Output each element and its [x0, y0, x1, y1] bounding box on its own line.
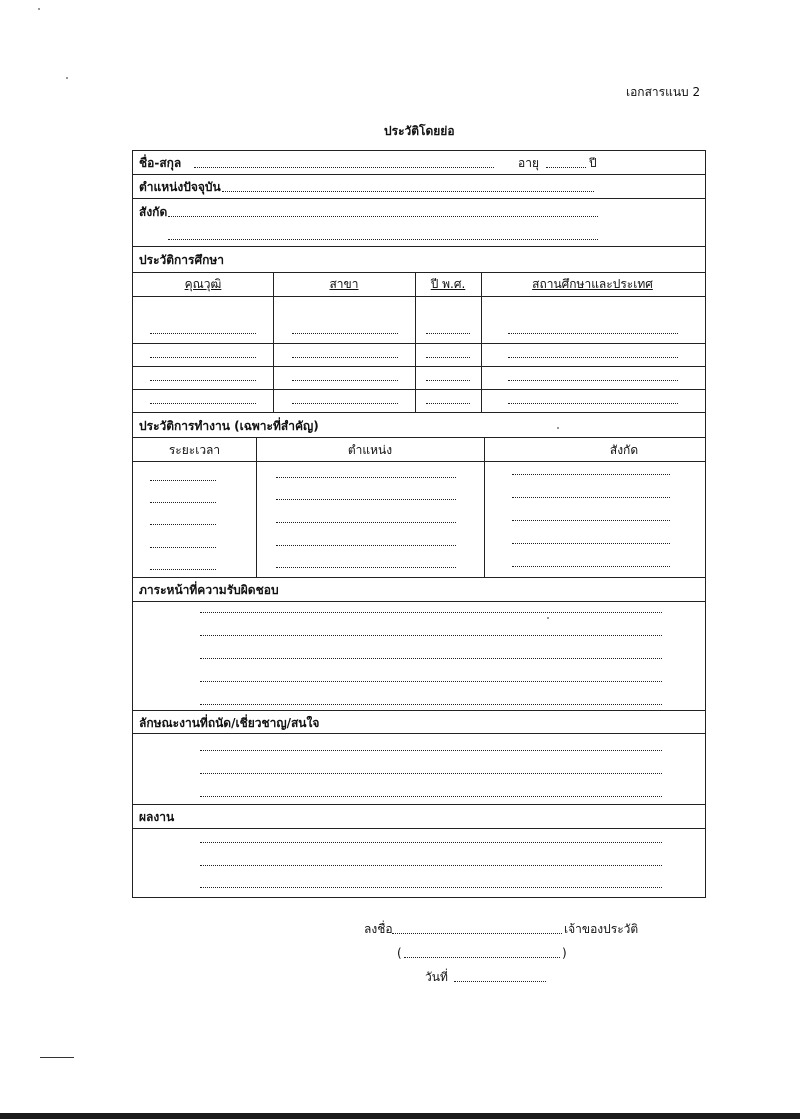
education-field[interactable]	[426, 380, 470, 381]
name-field[interactable]	[194, 167, 494, 168]
work-col-affiliation: สังกัด	[609, 443, 639, 457]
results-field[interactable]	[200, 865, 662, 866]
work-col-position: ตำแหน่ง	[347, 443, 393, 457]
education-field[interactable]	[292, 403, 398, 404]
name-label: ชื่อ-สกุล	[139, 156, 182, 170]
work-field[interactable]	[512, 566, 670, 567]
expertise-field[interactable]	[200, 750, 662, 751]
age-unit-label: ปี	[589, 156, 597, 170]
education-field[interactable]	[292, 380, 398, 381]
work-field[interactable]	[150, 547, 216, 548]
position-field[interactable]	[222, 191, 594, 192]
divider	[133, 246, 705, 247]
work-field[interactable]	[276, 567, 456, 568]
education-heading: ประวัติการศึกษา	[139, 253, 225, 267]
results-field[interactable]	[200, 842, 662, 843]
education-field[interactable]	[150, 357, 256, 358]
position-label: ตำแหน่งปัจจุบัน	[139, 180, 221, 194]
column-line	[481, 272, 482, 412]
scan-speck	[547, 617, 549, 619]
expertise-heading: ลักษณะงานที่ถนัด/เชี่ยวชาญ/สนใจ	[139, 716, 320, 730]
column-line	[273, 272, 274, 412]
education-field[interactable]	[150, 403, 256, 404]
work-heading: ประวัติการทำงาน (เฉพาะที่สำคัญ)	[139, 419, 319, 433]
owner-label: เจ้าของประวัติ	[564, 922, 639, 936]
education-col-year: ปี พ.ศ.	[430, 277, 466, 291]
divider	[133, 804, 705, 805]
work-field[interactable]	[150, 569, 216, 570]
results-heading: ผลงาน	[139, 810, 175, 824]
education-field[interactable]	[426, 357, 470, 358]
age-field[interactable]	[546, 167, 586, 168]
education-field[interactable]	[292, 357, 398, 358]
duties-field[interactable]	[200, 681, 662, 682]
education-field[interactable]	[150, 380, 256, 381]
affiliation-field-2[interactable]	[168, 239, 598, 240]
work-field[interactable]	[512, 497, 670, 498]
paren-open: (	[397, 946, 402, 960]
divider	[133, 710, 705, 711]
education-field[interactable]	[150, 333, 256, 334]
divider	[133, 601, 705, 602]
divider	[133, 366, 705, 367]
education-field[interactable]	[508, 333, 678, 334]
duties-field[interactable]	[200, 612, 662, 613]
divider	[133, 577, 705, 578]
education-col-institution: สถานศึกษาและประเทศ	[532, 277, 653, 291]
signature-label: ลงชื่อ	[364, 922, 393, 936]
divider	[133, 461, 705, 462]
results-field[interactable]	[200, 887, 662, 888]
duties-field[interactable]	[200, 635, 662, 636]
page-title: ประวัติโดยย่อ	[384, 124, 455, 138]
duties-heading: ภาระหน้าที่ความรับผิดชอบ	[139, 583, 279, 597]
education-field[interactable]	[508, 357, 678, 358]
duties-field[interactable]	[200, 658, 662, 659]
column-line	[415, 272, 416, 412]
date-label: วันที่	[425, 970, 448, 984]
scan-speck	[66, 77, 68, 79]
duties-field[interactable]	[200, 704, 662, 705]
expertise-field[interactable]	[200, 773, 662, 774]
education-field[interactable]	[508, 403, 678, 404]
divider	[133, 828, 705, 829]
signature-field[interactable]	[392, 933, 562, 934]
divider	[133, 198, 705, 199]
work-field[interactable]	[276, 477, 456, 478]
education-col-major: สาขา	[329, 277, 359, 291]
scan-mark	[40, 1057, 74, 1058]
work-field[interactable]	[512, 474, 670, 475]
work-field[interactable]	[512, 543, 670, 544]
divider	[133, 272, 705, 273]
divider	[133, 389, 705, 390]
column-line	[256, 437, 257, 577]
date-field[interactable]	[454, 981, 546, 982]
work-field[interactable]	[276, 499, 456, 500]
affiliation-label: สังกัด	[139, 205, 168, 219]
affiliation-field[interactable]	[168, 216, 598, 217]
work-field[interactable]	[512, 520, 670, 521]
divider	[133, 437, 705, 438]
work-col-period: ระยะเวลา	[168, 443, 221, 457]
printed-name-field[interactable]	[404, 957, 560, 958]
scan-speck	[557, 427, 559, 429]
expertise-field[interactable]	[200, 796, 662, 797]
education-field[interactable]	[508, 380, 678, 381]
work-field[interactable]	[150, 480, 216, 481]
divider	[133, 296, 705, 297]
column-line	[484, 437, 485, 577]
work-field[interactable]	[150, 502, 216, 503]
education-col-qualification: คุณวุฒิ	[184, 277, 222, 291]
education-field[interactable]	[292, 333, 398, 334]
scan-speck	[38, 8, 40, 10]
divider	[133, 412, 705, 413]
divider	[133, 174, 705, 175]
paren-close: )	[562, 946, 567, 960]
document-reference: เอกสารแนบ 2	[626, 85, 701, 99]
education-field[interactable]	[426, 403, 470, 404]
divider	[133, 733, 705, 734]
work-field[interactable]	[276, 522, 456, 523]
education-field[interactable]	[426, 333, 470, 334]
work-field[interactable]	[276, 545, 456, 546]
age-label: อายุ	[518, 156, 539, 170]
work-field[interactable]	[150, 524, 216, 525]
scan-edge	[0, 1113, 800, 1119]
divider	[133, 343, 705, 344]
